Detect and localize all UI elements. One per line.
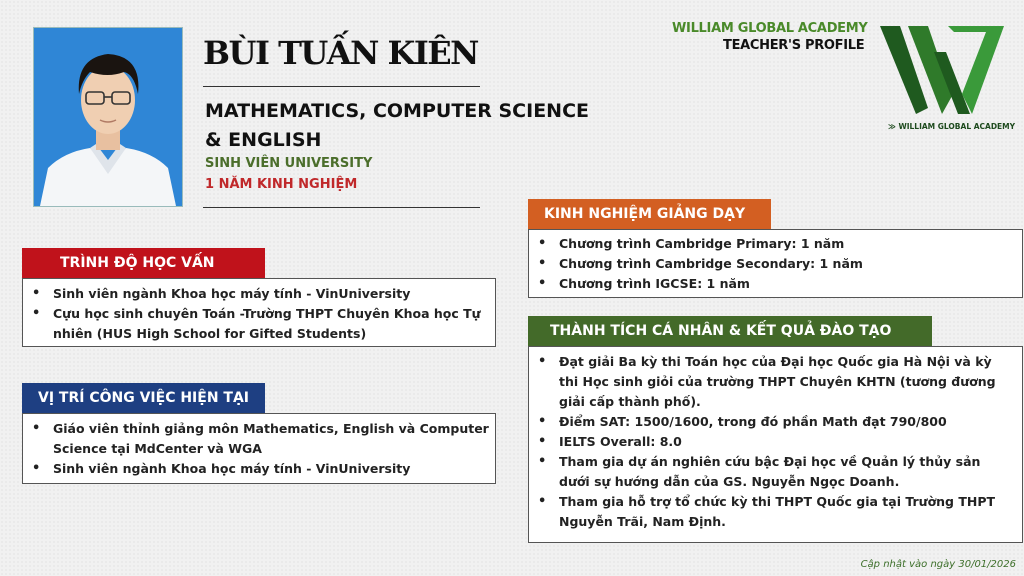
education-item: • Cựu học sinh chuyên Toán -Trường THPT Chuyên Khoa học Tự nhiên (HUS High School for Gifted Students): [23, 304, 495, 344]
education-box: [22, 278, 496, 347]
experience-item: • Chương trình IGCSE: 1 năm: [529, 274, 1022, 294]
teacher-experience: 1 NĂM KINH NGHIỆM: [205, 177, 358, 192]
experience-item: • Chương trình Cambridge Primary: 1 năm: [529, 234, 1022, 254]
teaching-experience-box: [528, 229, 1023, 298]
name-divider: [203, 86, 480, 87]
achievements-header: THÀNH TÍCH CÁ NHÂN & KẾT QUẢ ĐÀO TẠO: [528, 316, 932, 346]
achievement-item: • Tham gia dự án nghiên cứu bậc Đại học về Quản lý thủy sản dưới sự hướng dẫn của GS. Nguyễn Ngọc Doanh.: [529, 452, 1014, 492]
teacher-subjects: MATHEMATICS, COMPUTER SCIENCE & ENGLISH: [205, 100, 589, 151]
current-position-header: VỊ TRÍ CÔNG VIỆC HIỆN TẠI: [22, 383, 265, 413]
education-header: TRÌNH ĐỘ HỌC VẤN: [22, 248, 265, 278]
achievement-item: • IELTS Overall: 8.0: [529, 432, 1014, 452]
experience-item: • Chương trình Cambridge Secondary: 1 năm: [529, 254, 1022, 274]
teacher-name: BÙI TUẤN KIÊN: [203, 34, 478, 72]
position-item: • Giáo viên thỉnh giảng môn Mathematics, English và Computer Science tại MdCenter và WGA: [23, 419, 495, 459]
position-item: • Sinh viên ngành Khoa học máy tính - VinUniversity: [23, 459, 495, 479]
achievements-box: [528, 346, 1023, 543]
brand-academy-name: WILLIAM GLOBAL ACADEMY: [672, 21, 868, 36]
update-date: Cập nhật vào ngày 30/01/2026: [860, 559, 1016, 570]
summary-divider: [203, 207, 480, 208]
brand-profile-label: TEACHER'S PROFILE: [723, 38, 865, 53]
current-position-box: [22, 413, 496, 484]
achievement-item: • Điểm SAT: 1500/1600, trong đó phần Math đạt 790/800: [529, 412, 1014, 432]
achievement-item: • Đạt giải Ba kỳ thi Toán học của Đại học Quốc gia Hà Nội và kỳ thi Học sinh giỏi của trường THPT Chuyên KHTN (tương đương giải cấp thành phố).: [529, 352, 1014, 412]
teacher-status: SINH VIÊN UNIVERSITY: [205, 156, 373, 171]
wga-logo-icon: [876, 22, 1006, 122]
logo-caption: ≫ WILLIAM GLOBAL ACADEMY: [888, 122, 1016, 131]
teacher-photo: [33, 27, 183, 207]
teaching-experience-header: KINH NGHIỆM GIẢNG DẠY: [528, 199, 771, 229]
achievement-item: • Tham gia hỗ trợ tổ chức kỳ thi THPT Quốc gia tại Trường THPT Nguyễn Trãi, Nam Định.: [529, 492, 1014, 532]
education-item: • Sinh viên ngành Khoa học máy tính - VinUniversity: [23, 284, 495, 304]
